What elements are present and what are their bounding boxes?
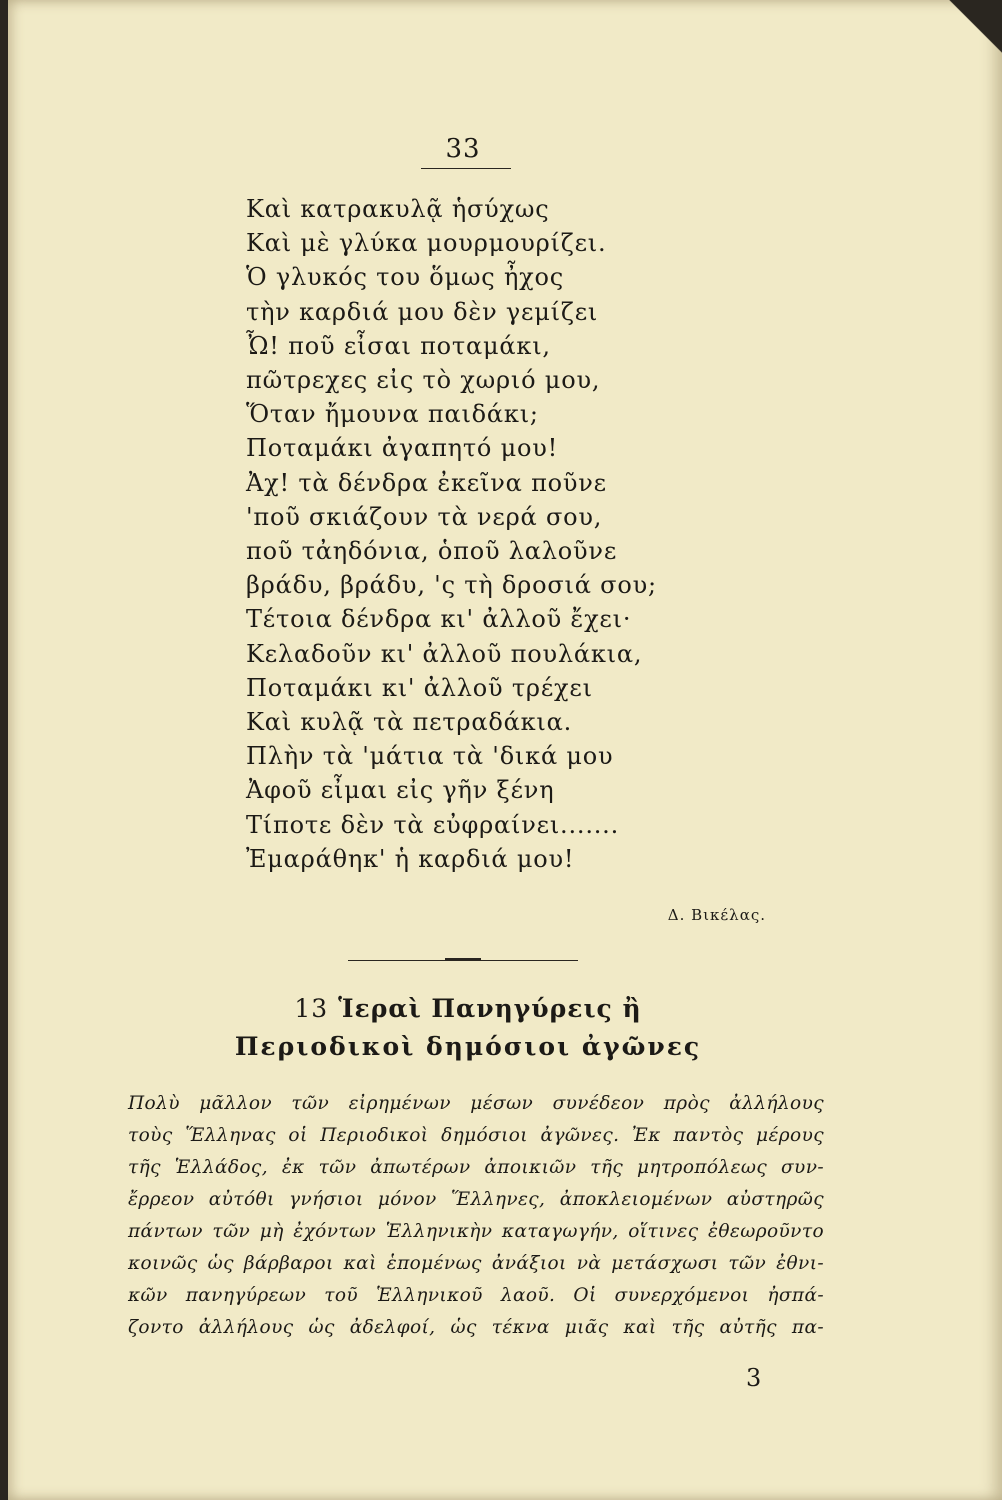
page-corner — [942, 0, 1002, 70]
body-line: ἔρρεον αὐτόθι γνήσιοι μόνον Ἕλληνες, ἀποκλειομένων αὐστηρῶς — [128, 1189, 824, 1210]
section-body — [128, 1088, 824, 1344]
body-line: ζοντο ἀλλήλους ὡς ἀδελφοί, ὡς τέκνα μιᾶς καὶ τῆς αὐτῆς πα- — [128, 1317, 824, 1338]
poem-line: Ὁ γλυκός του ὅμως ἦχος — [246, 263, 564, 292]
poem-line: Τίποτε δὲν τὰ εὐφραίνει....... — [246, 810, 620, 839]
poem-line: Ποταμάκι κι' ἀλλοῦ τρέχει — [246, 673, 593, 702]
section-title-part-1: Ἱεραὶ Πανηγύρεις ἢ — [338, 994, 642, 1023]
poem-line: Ὅταν ἤμουνα παιδάκι; — [246, 400, 539, 429]
section-number: 13 — [294, 994, 329, 1023]
body-line: τοὺς Ἕλληνας οἱ Περιοδικοὶ δημόσιοι ἀγῶνες. Ἐκ παντὸς μέρους — [128, 1125, 824, 1146]
page-number-top: 33 — [445, 134, 481, 164]
body-line: κοινῶς ὡς βάρβαροι καὶ ἑπομένως ἀνάξιοι νὰ μετάσχωσι τῶν ἐθνι- — [128, 1253, 824, 1274]
top-rule — [421, 168, 511, 169]
section-divider-mark — [445, 958, 481, 961]
poem-line: Ἀφοῦ εἶμαι εἰς γῆν ξένη — [246, 776, 555, 805]
poem-line: ποῦ τἀηδόνια, ὁποῦ λαλοῦνε — [246, 537, 618, 566]
book-page — [8, 0, 1002, 1500]
poem-line: Ἐμαράθηκ' ἡ καρδιά μου! — [246, 844, 575, 873]
poem-line: τὴν καρδιά μου δὲν γεμίζει — [246, 297, 599, 326]
body-line: κῶν πανηγύρεων τοῦ Ἑλληνικοῦ λαοῦ. Οἱ συνερχόμενοι ἠσπά- — [128, 1285, 824, 1306]
section-heading — [8, 990, 928, 1066]
poem-line: Τέτοια δένδρα κι' ἀλλοῦ ἔχει· — [246, 605, 632, 634]
poem-line: Ἀχ! τὰ δένδρα ἐκεῖνα ποῦνε — [246, 468, 607, 497]
poem-line: Καὶ κατρακυλᾷ ἡσύχως — [246, 195, 550, 223]
poem-line: Ὦ! ποῦ εἶσαι ποταμάκι, — [246, 331, 551, 360]
poem-line: 'ποῦ σκιάζουν τὰ νερά σου, — [246, 502, 603, 531]
page-number-bottom: 3 — [746, 1364, 762, 1392]
poem-line: πῶτρεχες εἰς τὸ χωριό μου, — [246, 366, 601, 395]
body-line: Πολὺ μᾶλλον τῶν εἰρημένων μέσων συνέδεον πρὸς ἀλλήλους — [128, 1093, 824, 1114]
body-line: τῆς Ἑλλάδος, ἐκ τῶν ἀπωτέρων ἀποικιῶν τῆς μητροπόλεως συν- — [128, 1157, 824, 1178]
poem-line: Καὶ κυλᾷ τὰ πετραδάκια. — [246, 708, 573, 737]
poem-line: Καὶ μὲ γλύκα μουρμουρίζει. — [246, 229, 607, 258]
poem — [246, 192, 657, 876]
poem-line: βράδυ, βράδυ, 'ς τὴ δροσιά σου; — [246, 571, 657, 600]
poem-line: Ποταμάκι ἀγαπητό μου! — [246, 434, 559, 463]
body-line: πάντων τῶν μὴ ἐχόντων Ἑλληνικὴν καταγωγήν, οἵτινες ἐθεωροῦντο — [128, 1221, 824, 1242]
poem-line: Πλὴν τὰ 'μάτια τὰ 'δικά μου — [246, 742, 614, 771]
section-heading-line-1 — [8, 990, 928, 1028]
poem-signature: Δ. Βικέλας. — [667, 906, 766, 924]
poem-line: Κελαδοῦν κι' ἀλλοῦ πουλάκια, — [246, 639, 643, 668]
section-heading-line-2: Περιοδικοὶ δημόσιοι ἀγῶνες — [234, 1032, 702, 1061]
